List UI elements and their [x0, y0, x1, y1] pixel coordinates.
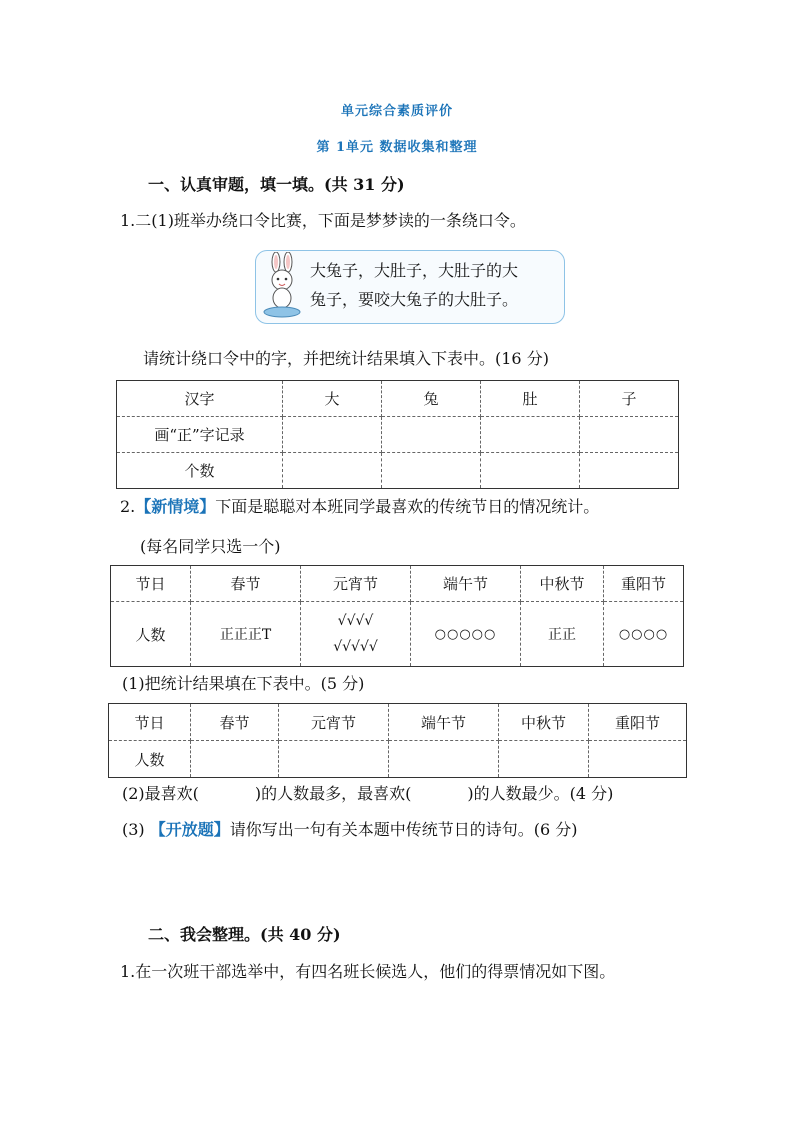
table-header-cell: 汉字: [117, 381, 283, 417]
answer-cell[interactable]: [283, 453, 382, 489]
tongue-twister-text: [310, 256, 560, 314]
answer-cell[interactable]: [499, 741, 589, 778]
count-label: 个数: [117, 453, 283, 489]
tally-lantern-festival: [301, 602, 411, 667]
answer-cell[interactable]: [382, 453, 481, 489]
answer-cell[interactable]: [580, 417, 679, 453]
table-header-cell: 兔: [382, 381, 481, 417]
table-header-cell: 中秋节: [499, 704, 589, 741]
unit-title: 第 1单元 数据收集和整理: [316, 140, 478, 155]
question-2-number: 2.: [120, 497, 136, 516]
new-context-tag: 【新情境】: [135, 497, 216, 516]
sub-question-2: [122, 781, 613, 804]
open-question-tag: 【开放题】: [149, 820, 230, 839]
festival-survey-table: [110, 565, 684, 667]
tongue-twister-line-1: 大兔子，大肚子，大肚子的大: [310, 261, 519, 280]
festival-answer-table: [108, 703, 687, 778]
table-header-cell: 大: [283, 381, 382, 417]
table-header-cell: 节日: [111, 566, 191, 602]
character-count-table: [116, 380, 679, 489]
question-2-prompt: [120, 494, 599, 517]
table-header-cell: 中秋节: [521, 566, 604, 602]
sub-question-2-part-c: )的人数最少。(4 分): [467, 784, 614, 803]
question-2-text: 下面是聪聪对本班同学最喜欢的传统节日的情况统计。: [215, 497, 600, 516]
table-header-cell: 节日: [109, 704, 191, 741]
tally-lantern-line-2: √√√√√: [333, 639, 378, 655]
answer-cell[interactable]: [580, 453, 679, 489]
tally-double-ninth-festival: ○○○○: [604, 602, 684, 667]
people-count-label: 人数: [109, 741, 191, 778]
section-2-question-1: 1.在一次班干部选举中，有四名班长候选人，他们的得票情况如下图。: [120, 962, 616, 981]
tally-mid-autumn-festival: 正正: [521, 602, 604, 667]
people-count-label: 人数: [111, 602, 191, 667]
table-header-cell: 元宵节: [301, 566, 411, 602]
question-1-prompt: 1.二(1)班举办绕口令比赛，下面是梦梦读的一条绕口令。: [120, 211, 526, 230]
tally-spring-festival: 正正正T: [191, 602, 301, 667]
tally-dragon-boat-festival: ○○○○○: [411, 602, 521, 667]
sub-question-3: [122, 817, 578, 840]
table-header-cell: 重阳节: [589, 704, 687, 741]
sub-question-2-part-a: (2)最喜欢(: [122, 784, 199, 803]
section-2-heading: 二、我会整理。(共 40 分): [148, 925, 341, 944]
answer-cell[interactable]: [191, 741, 279, 778]
tally-lantern-line-1: √√√√: [337, 613, 374, 629]
answer-cell[interactable]: [389, 741, 499, 778]
sub-question-1: (1)把统计结果填在下表中。(5 分): [122, 674, 365, 693]
sub-question-3-text: 请你写出一句有关本题中传统节日的诗句。(6 分): [229, 820, 578, 839]
table-header-cell: 春节: [191, 566, 301, 602]
answer-cell[interactable]: [481, 453, 580, 489]
table-header-cell: 端午节: [389, 704, 499, 741]
section-1-heading: 一、认真审题，填一填。(共 31 分): [148, 175, 405, 194]
question-1-instruction: 请统计绕口令中的字，并把统计结果填入下表中。(16 分): [143, 349, 549, 368]
table-header-cell: 春节: [191, 704, 279, 741]
table-header-cell: 肚: [481, 381, 580, 417]
tally-record-label: 画“正”字记录: [117, 417, 283, 453]
answer-cell[interactable]: [382, 417, 481, 453]
sub-question-3-number: (3): [122, 820, 145, 839]
document-title: 单元综合素质评价: [340, 104, 453, 119]
answer-cell[interactable]: [279, 741, 389, 778]
question-2-note: (每名同学只选一个): [140, 537, 281, 556]
tongue-twister-line-2: 兔子，要咬大兔子的大肚子。: [310, 290, 519, 309]
rabbit-illustration-icon: [258, 252, 308, 322]
answer-cell[interactable]: [589, 741, 687, 778]
answer-cell[interactable]: [283, 417, 382, 453]
table-header-cell: 重阳节: [604, 566, 684, 602]
sub-question-2-part-b: )的人数最多，最喜欢(: [254, 784, 412, 803]
table-header-cell: 端午节: [411, 566, 521, 602]
answer-cell[interactable]: [481, 417, 580, 453]
table-header-cell: 元宵节: [279, 704, 389, 741]
table-header-cell: 子: [580, 381, 679, 417]
